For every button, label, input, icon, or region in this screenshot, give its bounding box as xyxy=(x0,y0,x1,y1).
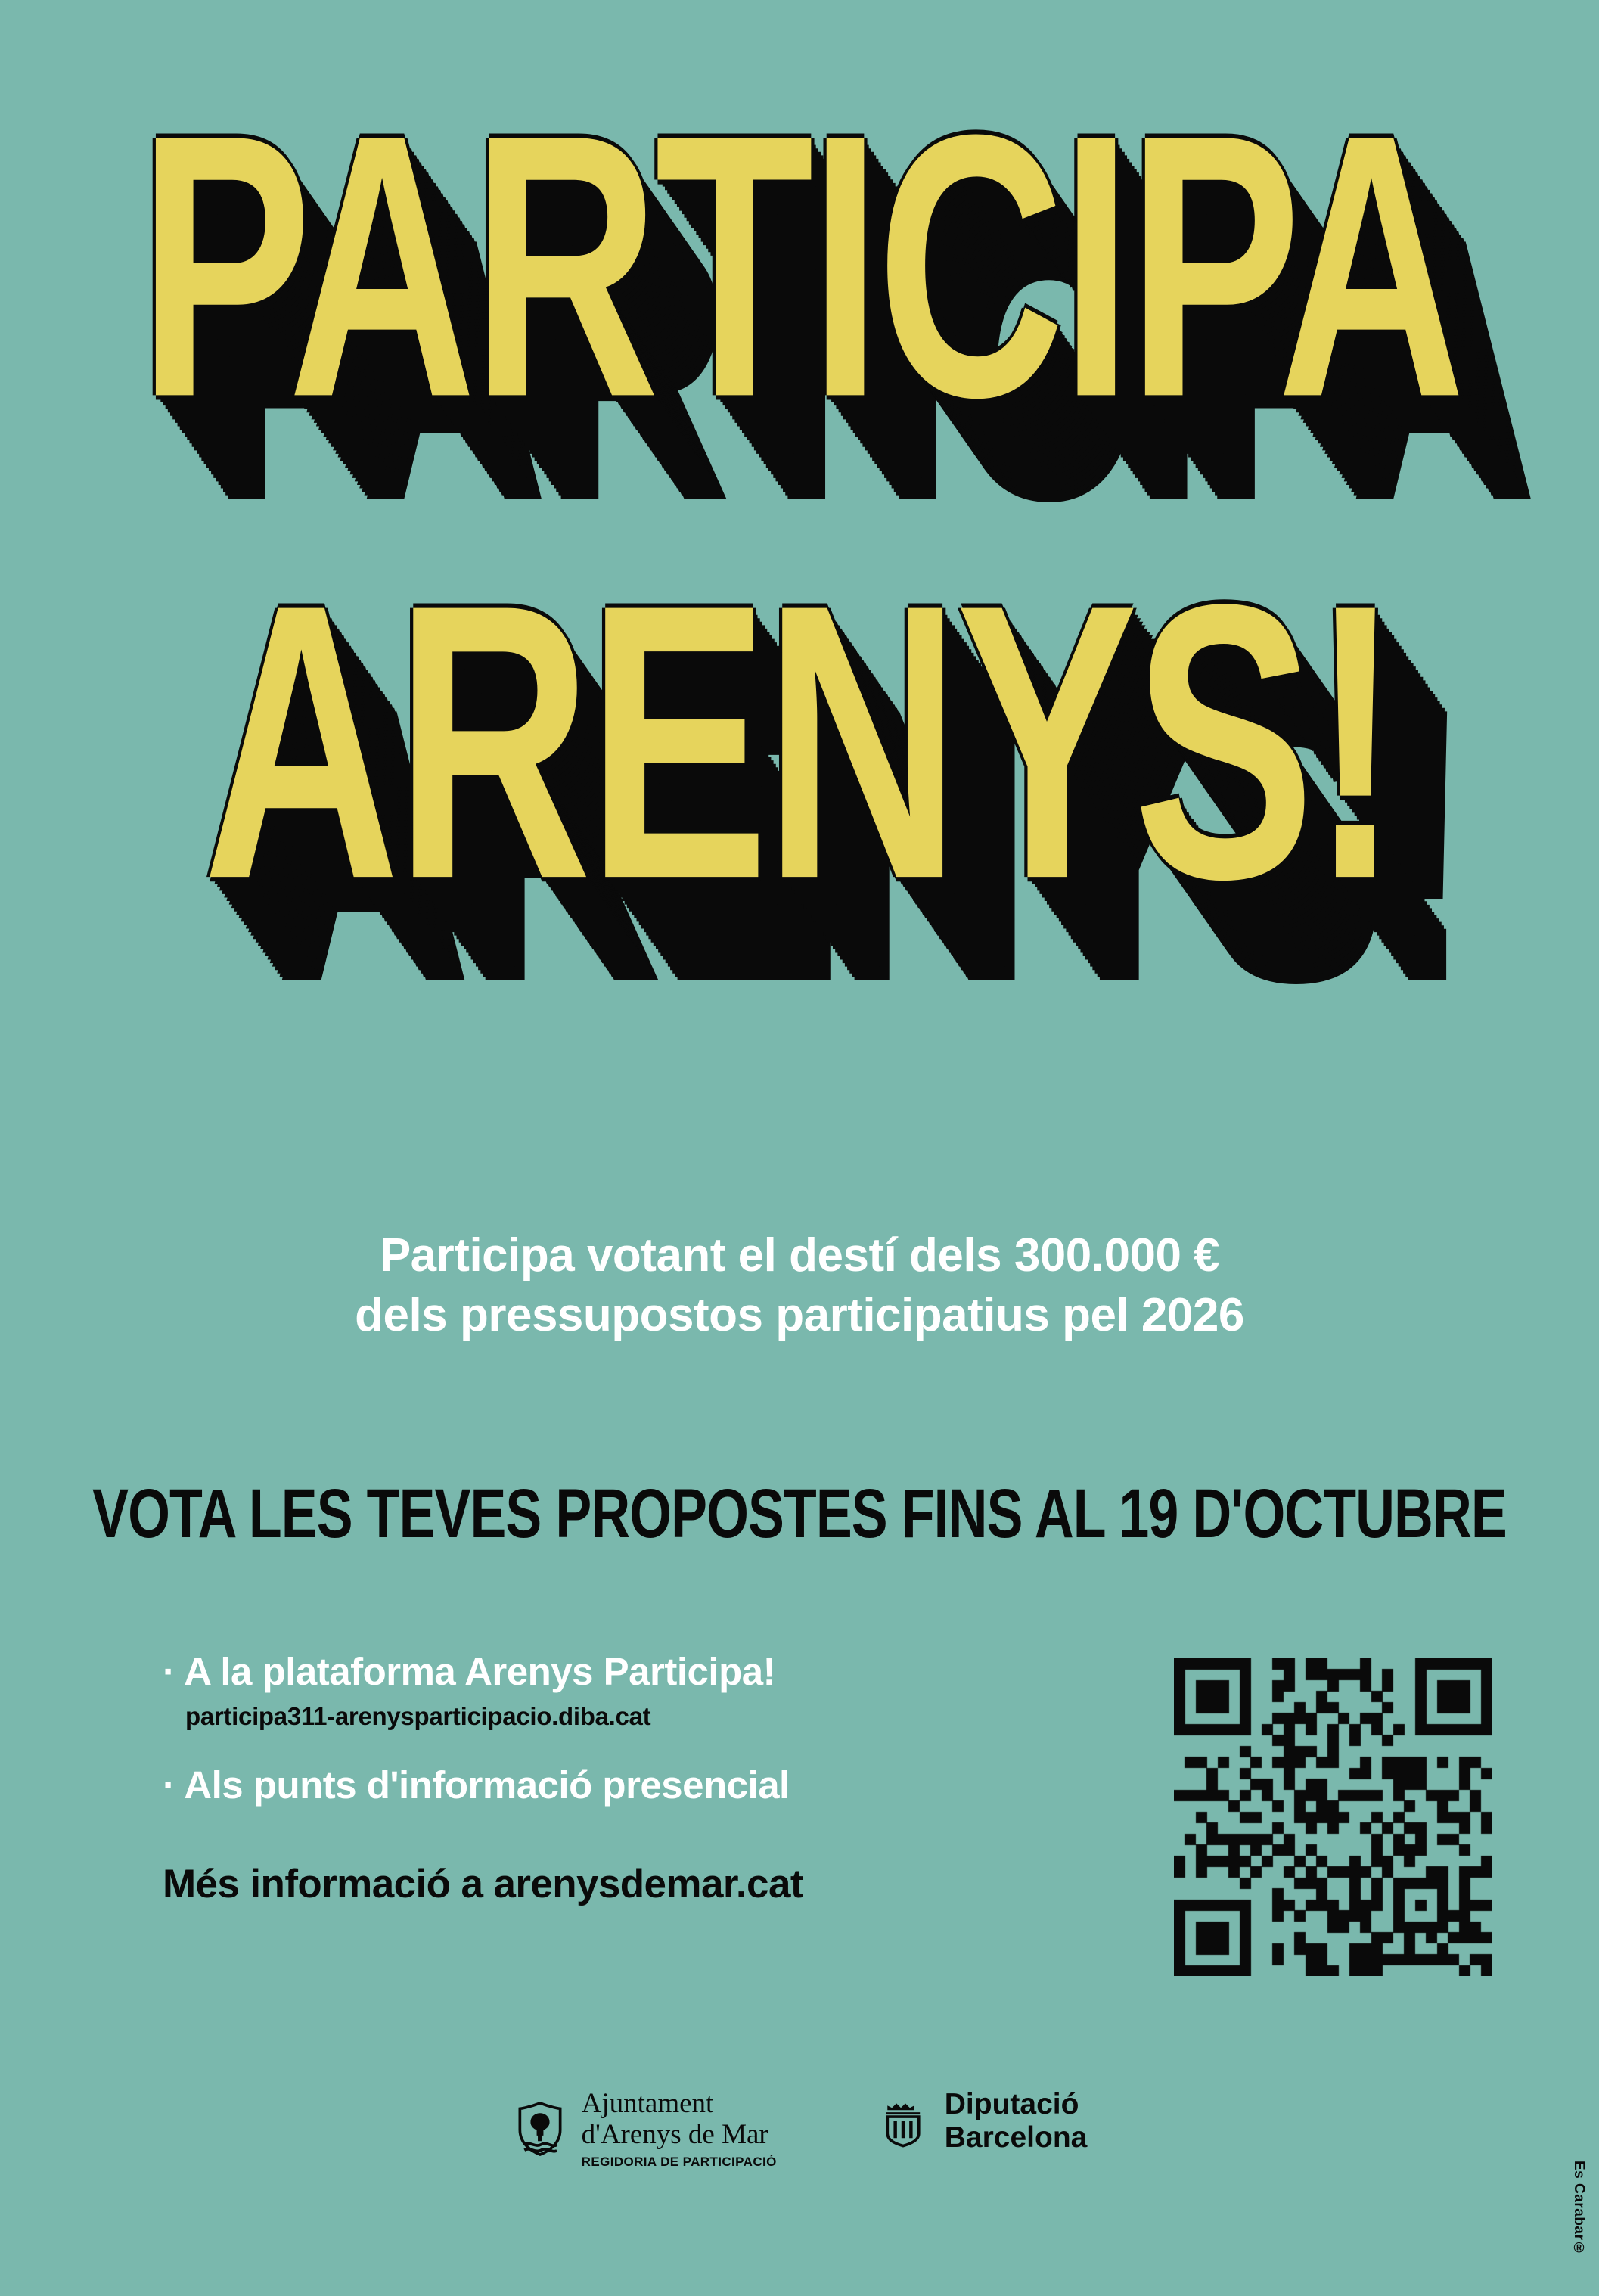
spacer xyxy=(163,1731,1116,1763)
subtitle-line-1: Participa votant el destí dels 300.000 € xyxy=(379,1229,1220,1282)
crown-shield-icon xyxy=(875,2093,931,2149)
detail-item-platform: · A la plataforma Arenys Participa! xyxy=(163,1650,776,1693)
subtitle-line-2: dels pressupostos participatius pel 2026 xyxy=(355,1289,1244,1342)
headline-line-1: PARTICIPA xyxy=(138,57,1461,475)
logo-diputacio-text xyxy=(945,2088,1088,2155)
logo-diputacio-line2: Barcelona xyxy=(944,2121,1088,2155)
qr-code[interactable] xyxy=(1174,1658,1492,1976)
logo-ajuntament-arenys-de-mar xyxy=(512,2088,777,2170)
logo-diputacio-line1: Diputació xyxy=(944,2088,1079,2120)
logo-row xyxy=(0,2088,1599,2170)
logo-diputacio-barcelona xyxy=(875,2088,1088,2155)
more-info-line: Més informació a arenysdemar.cat xyxy=(163,1862,803,1907)
detail-item-inperson: · Als punts d'informació presencial xyxy=(163,1763,790,1807)
platform-url[interactable]: participa311-arenysparticipacio.diba.cat xyxy=(185,1702,651,1731)
subtitle xyxy=(0,1226,1599,1346)
logo-ajuntament-text xyxy=(582,2088,777,2170)
qr-code-canvas[interactable] xyxy=(1174,1658,1492,1976)
details-list xyxy=(163,1649,1116,1907)
shield-tree-icon xyxy=(512,2101,568,2157)
headline-line-2: ARENYS! xyxy=(203,524,1396,962)
logo-ajuntament-line1: Ajuntament xyxy=(581,2088,714,2119)
headline-block xyxy=(0,57,1599,1195)
deadline-banner: VOTA LES TEVES PROPOSTES FINS AL 19 D'OCTUBRE xyxy=(92,1473,1507,1552)
designer-credit: Es Carabar® xyxy=(1571,2161,1587,2257)
logo-ajuntament-line2: d'Arenys de Mar xyxy=(581,2119,768,2151)
logo-ajuntament-sub: REGIDORIA DE PARTICIPACIÓ xyxy=(581,2154,777,2169)
